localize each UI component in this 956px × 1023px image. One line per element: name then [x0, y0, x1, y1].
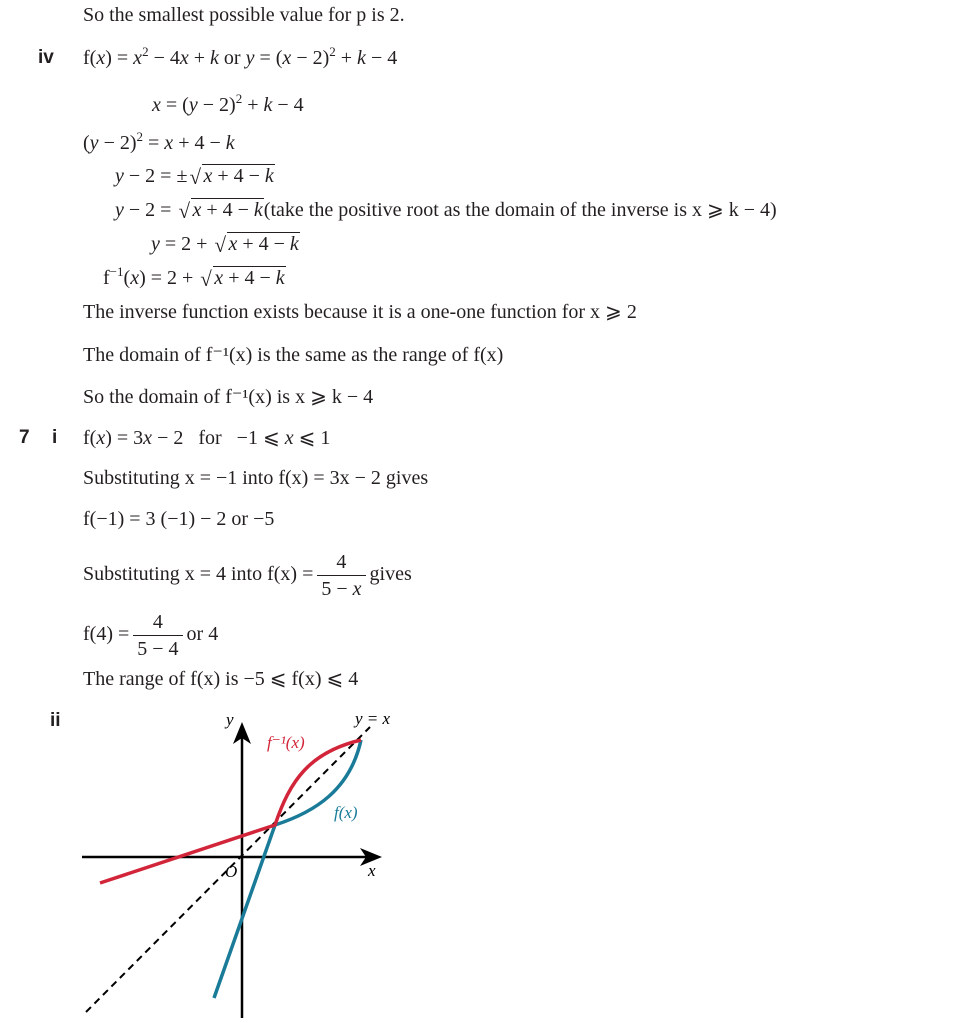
equation-inverse-function: $f^{-1}(x) = 2$ + √ x + 4 − k: [103, 265, 286, 291]
part-i-marker: i: [52, 427, 58, 448]
f-of-four-prefix: f(4) =: [83, 623, 130, 645]
equation-y-equals: y = 2 + √ x + 4 − k: [151, 231, 300, 257]
equation-positive-root: y − 2 = √ x + 4 − k(take the positive root as the domain of the inverse is x ⩾ k − 4): [115, 197, 777, 223]
fraction-4-over-5-minus-4: $\frac{4}{5 - 4}$: [133, 611, 182, 660]
equation-fx-linear: f(x) = 3x − 2 for −1 ⩽ x ⩽ 1: [83, 427, 331, 449]
question-7-marker: 7: [19, 427, 30, 448]
origin-label: O: [225, 862, 238, 881]
gives-text: gives: [369, 563, 412, 585]
substitution-four-prefix: Substituting x = 4 into f(x) =: [83, 563, 314, 585]
inverse-exists-line: The inverse function exists because it is a one-one function for x ⩾ 2: [83, 301, 637, 323]
fraction-4-over-5-minus-x: $\frac{4}{5 - x}$: [317, 551, 365, 600]
substitution-minus-one-line: Substituting x = −1 into f(x) = 3x − 2 gives: [83, 467, 429, 489]
or-four-text: or 4: [186, 623, 219, 645]
equation-plus-minus-root: y − 2 = ±√ x + 4 − k: [115, 163, 275, 189]
y-equals-x-label: y = x: [355, 709, 391, 728]
y-axis-label: y: [226, 710, 234, 729]
domain-conclusion-line: So the domain of f⁻¹(x) is x ⩾ k − 4: [83, 386, 374, 408]
range-line: The range of f(x) is −5 ⩽ f(x) ⩽ 4: [83, 668, 359, 690]
domain-range-line: The domain of f⁻¹(x) is the same as the range of f(x): [83, 344, 504, 366]
x-axis-label: x: [368, 861, 376, 880]
positive-root-note: (take the positive root as the domain of the inverse is x ⩾ k − 4): [263, 199, 777, 221]
equation-fx-completed-square: $f(x) = x^2 - 4x + k$ or $y = (x - 2)^2 + k - 4$: [83, 44, 398, 69]
f-of-minus-one-line: f(−1) = 3 (−1) − 2 or −5: [83, 508, 275, 530]
smallest-value-line: So the smallest possible value for p is 2.: [83, 4, 405, 26]
equation-isolate-square: $(y - 2)^2 = x + 4 - k$: [83, 129, 235, 154]
part-iv-marker: iv: [38, 47, 54, 68]
equation-swap-xy: $x = (y - 2)^2 + k - 4$: [152, 91, 304, 116]
part-ii-marker: ii: [50, 710, 61, 731]
f-inverse-label: f⁻¹(x): [267, 733, 305, 752]
f-label: f(x): [334, 803, 358, 822]
